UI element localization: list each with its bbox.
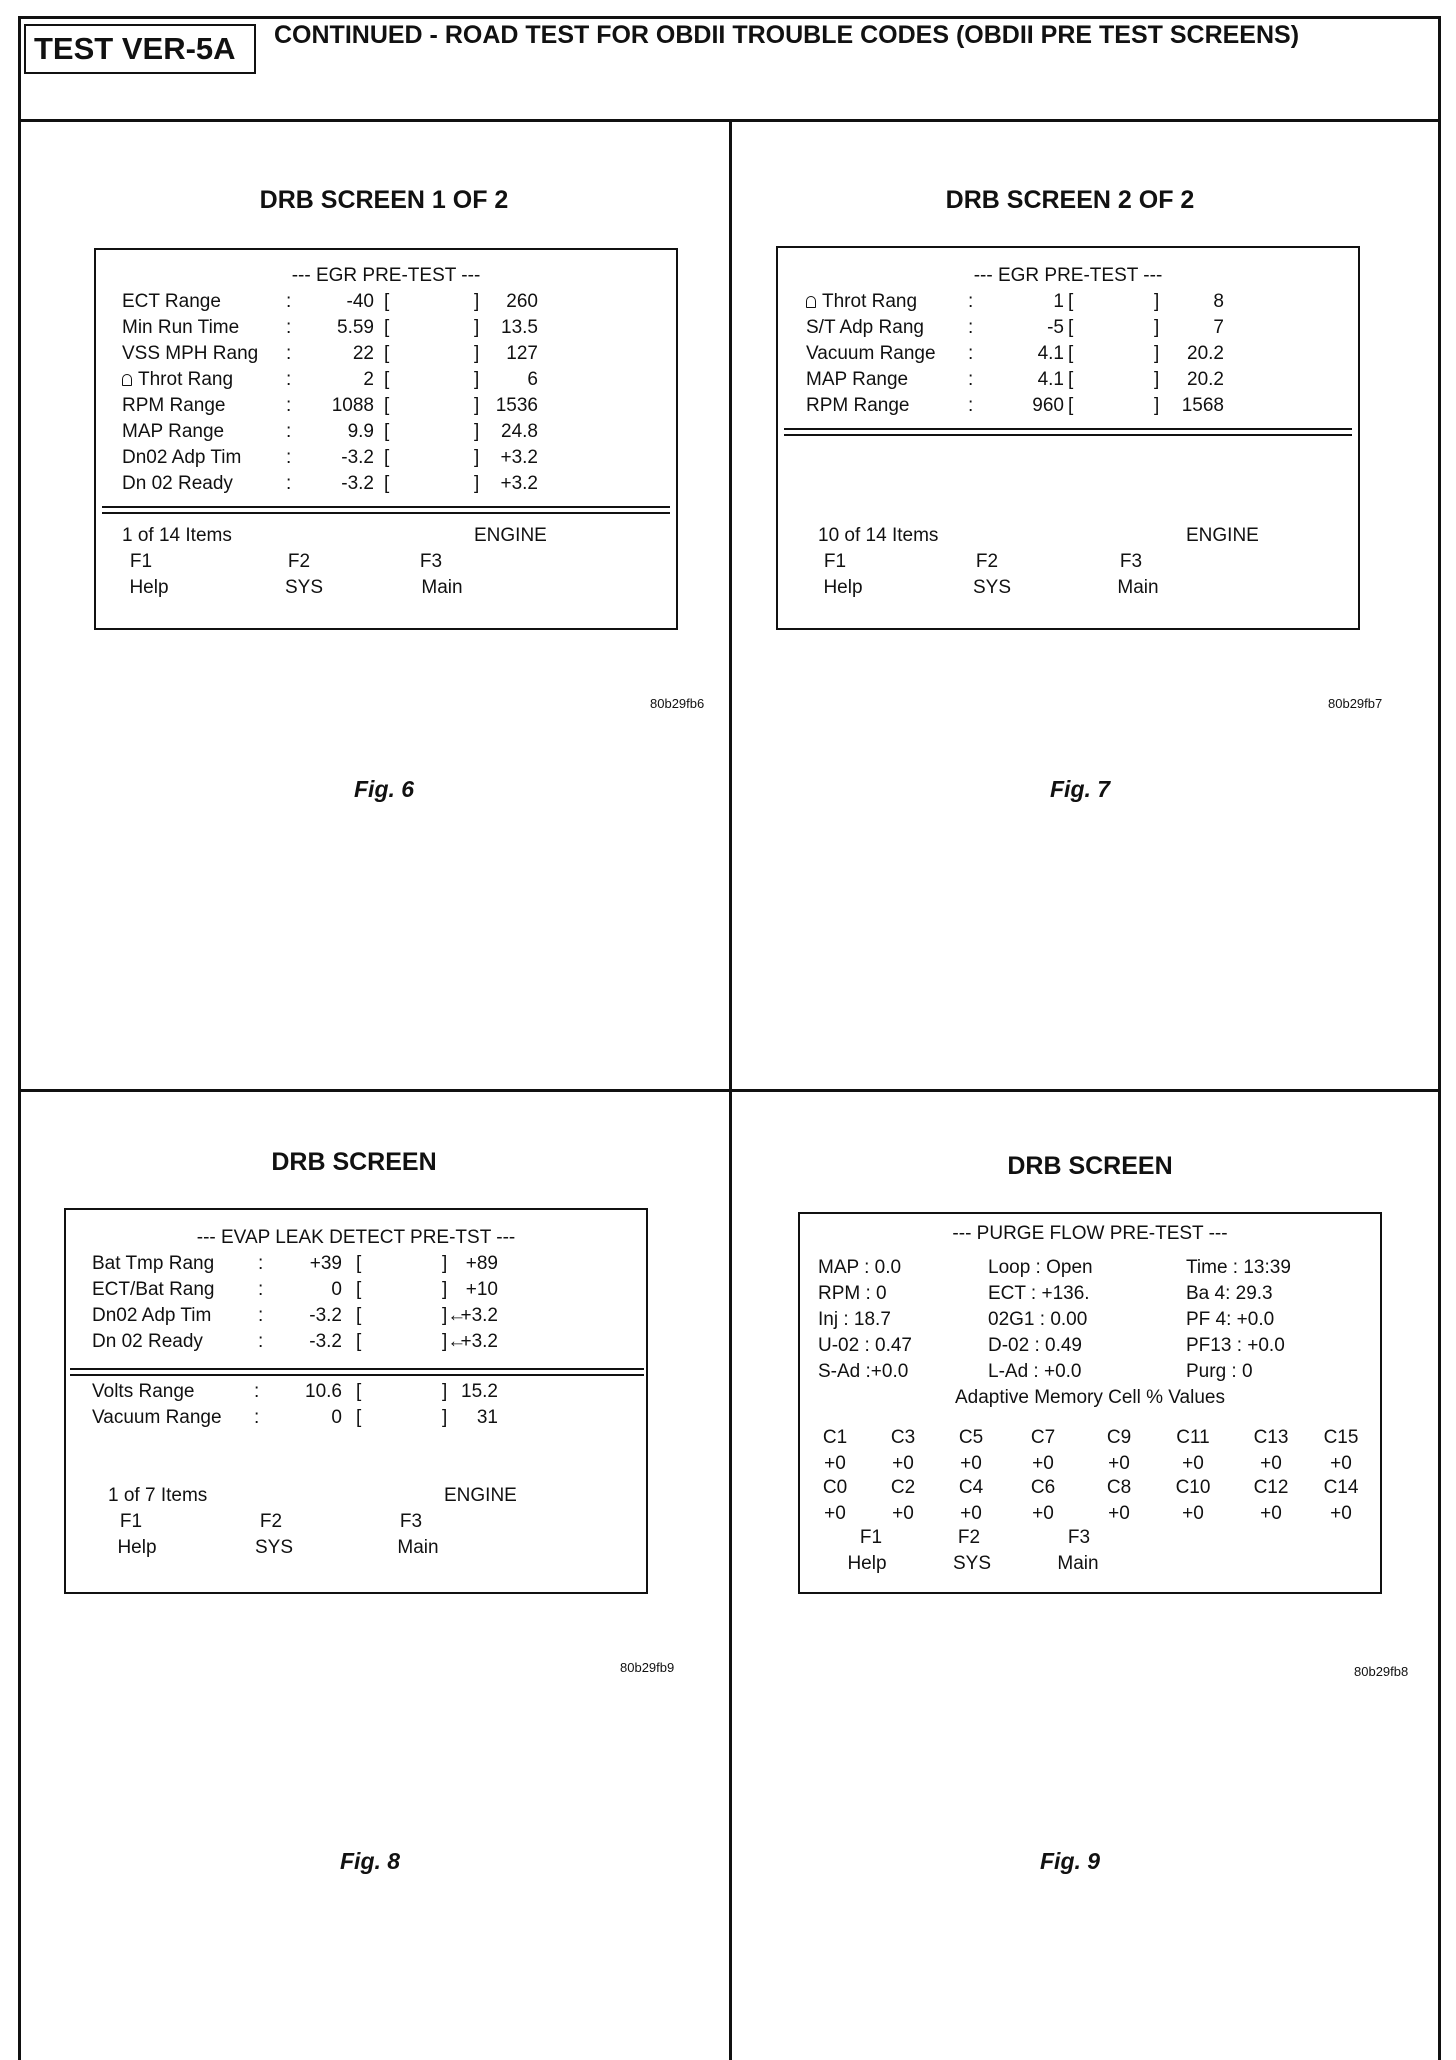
panel4-key-f3: F3 [1067,1527,1091,1548]
panel2-row-label: MAP Range [806,369,909,390]
panel4-data-cell: MAP : 0.0 [818,1257,902,1278]
panel4-cell-value: +0 [1108,1453,1130,1474]
panel4-cell-value: +0 [960,1453,982,1474]
panel1-row-min: 5.59 [337,317,374,338]
frame-top [18,16,1441,19]
panel4-cell-value: +0 [824,1503,846,1524]
panel2-key-f1: F1 [823,551,847,572]
panel1-row-colon: : [286,317,292,338]
panel2-row-label: RPM Range [806,395,910,416]
panel1-row-label: ECT Range [122,291,221,312]
panel4-cell-name: C9 [1106,1427,1132,1448]
panel2-row-colon: : [968,369,974,390]
test-code: TEST VER-5A [24,24,256,74]
panel1-row-colon: : [286,343,292,364]
panel3-row-open-bracket: [ [356,1305,362,1326]
panel4-cells-title: Adaptive Memory Cell % Values [955,1387,1225,1408]
panel4-cell-value: +0 [1260,1503,1282,1524]
panel1-row-min: 22 [352,343,374,364]
panel1-row-colon: : [286,395,292,416]
panel1-row-max: 24.8 [501,421,538,442]
panel3-drb-screen [64,1208,648,1594]
panel1-row-open-bracket: [ [384,447,390,468]
panel1-row-min: -3.2 [341,447,374,468]
panel1-row-colon: : [286,421,292,442]
panel2-row-max: 8 [1213,291,1224,312]
panel1-row-close-bracket: ] [474,473,480,494]
panel3-row-label: ECT/Bat Rang [92,1279,215,1300]
panel1-row-open-bracket: [ [384,317,390,338]
panel1-figure-label: Fig. 6 [354,776,415,802]
panel4-cell-value: +0 [824,1453,846,1474]
panel4-data-cell: 02G1 : 0.00 [988,1309,1088,1330]
panel4-figure-label: Fig. 9 [1040,1848,1101,1874]
panel4-cell-value: +0 [1108,1503,1130,1524]
panel4-cell-value: +0 [1032,1503,1054,1524]
panel3-box-title: --- EVAP LEAK DETECT PRE-TST --- [196,1227,516,1248]
panel4-cell-value: +0 [1032,1453,1054,1474]
panel4-screen-title: DRB SCREEN [1007,1152,1173,1180]
panel2-drb-screen [776,246,1360,630]
panel3-image-code: 80b29fb9 [620,1660,675,1675]
panel1-row-max: 6 [527,369,538,390]
panel3-row-open-bracket: [ [356,1381,362,1402]
panel4-cell-name: C2 [890,1477,916,1498]
panel3-row-max: 15.2 [461,1381,498,1402]
panel3-row-colon: : [258,1331,264,1352]
panel4-box-title: --- PURGE FLOW PRE-TEST --- [952,1223,1228,1244]
panel2-row-label: Throt Rang [806,292,917,312]
panel1-key-f3: F3 [419,551,443,572]
panel2-row-close-bracket: ] [1154,291,1160,312]
panel1-row-label: Min Run Time [122,317,240,338]
panel1-row-close-bracket: ] [474,421,480,442]
panel1-items: 1 of 14 Items [122,525,232,546]
panel1-row-max: 127 [506,343,538,364]
panel2-image-code: 80b29fb7 [1328,696,1383,711]
panel1-row-close-bracket: ] [474,369,480,390]
panel4-data-cell: ECT : +136. [988,1283,1090,1304]
panel1-row-label: RPM Range [122,395,226,416]
panel4-cell-name: C3 [890,1427,916,1448]
panel2-row-max: 20.2 [1187,369,1224,390]
panel1-row-label: Throt Rang [122,370,233,390]
panel1-row-open-bracket: [ [384,291,390,312]
panel3-row-label: Vacuum Range [92,1407,222,1428]
panel2-row-label: S/T Adp Rang [806,317,924,338]
panel2-row-colon: : [968,317,974,338]
panel1-key-f2: F2 [287,551,311,572]
page-title: CONTINUED - ROAD TEST FOR OBDII TROUBLE CODES (OBDII PRE TEST SCREENS) [274,21,1300,49]
panel3-row-colon: : [258,1305,264,1326]
panel2-row-close-bracket: ] [1154,343,1160,364]
panel3-row-close-bracket: ]← [442,1305,467,1326]
panel2-row-open-bracket: [ [1068,317,1074,338]
panel1-row-colon: : [286,291,292,312]
panel3-row-label: Volts Range [92,1381,195,1402]
panel2-key-sys: SYS [972,577,1012,598]
panel4-cell-name: C13 [1253,1427,1289,1448]
panel2-row-colon: : [968,343,974,364]
panel2-key-main: Main [1117,577,1159,598]
panel1-engine: ENGINE [474,525,547,546]
panel3-engine: ENGINE [444,1485,517,1506]
panel1-screen-title: DRB SCREEN 1 OF 2 [259,186,509,214]
panel1-row-max: +3.2 [500,447,538,468]
panel4-cell-name: C14 [1323,1477,1359,1498]
bell-icon [122,374,132,386]
panel3-row-open-bracket: [ [356,1279,362,1300]
bell-icon [806,296,816,308]
panel3-row-close-bracket: ] [442,1381,448,1402]
panel3-key-f1: F1 [119,1511,143,1532]
panel3-row-colon: : [254,1381,260,1402]
panel4-key-f2: F2 [957,1527,981,1548]
panel4-cell-value: +0 [1182,1453,1204,1474]
panel1-row-min: -3.2 [341,473,374,494]
panel4-cell-name: C1 [822,1427,848,1448]
panel1-key-main: Main [421,577,463,598]
panel4-data-cell: D-02 : 0.49 [988,1335,1082,1356]
panel3-row-max: +3.2 [460,1331,498,1352]
panel1-row-max: +3.2 [500,473,538,494]
panel3-figure-label: Fig. 8 [340,1848,401,1874]
panel4-cell-value: +0 [892,1453,914,1474]
panel2-figure-label: Fig. 7 [1050,776,1111,802]
panel3-row-max: 31 [476,1407,498,1428]
panel1-key-help: Help [129,577,169,598]
panel1-separator [102,506,670,514]
panel4-image-code: 80b29fb8 [1354,1664,1409,1679]
panel3-row-close-bracket: ] [442,1407,448,1428]
panel1-row-close-bracket: ] [474,343,480,364]
panel4-data-cell: S-Ad :+0.0 [818,1361,909,1382]
panel3-key-help: Help [117,1537,157,1558]
panel2-row-label: Vacuum Range [806,343,936,364]
panel4-data-cell: PF 4: +0.0 [1186,1309,1275,1330]
vertical-divider [729,119,732,2060]
panel3-row-colon: : [258,1253,264,1274]
panel2-key-f3: F3 [1119,551,1143,572]
panel1-row-min: 1088 [331,395,374,416]
panel3-row-close-bracket: ]← [442,1331,467,1352]
panel2-box-title: --- EGR PRE-TEST --- [973,265,1163,286]
panel3-row-open-bracket: [ [356,1331,362,1352]
panel2-key-f2: F2 [975,551,999,572]
panel3-row-colon: : [258,1279,264,1300]
panel2-row-open-bracket: [ [1068,291,1074,312]
panel4-data-cell: Inj : 18.7 [818,1309,891,1330]
panel2-row-close-bracket: ] [1154,369,1160,390]
panel1-row-min: 2 [363,369,374,390]
frame-left [18,16,21,2060]
panel2-row-min: 4.1 [1037,369,1064,390]
panel4-cell-value: +0 [1330,1503,1352,1524]
panel4-cell-name: C11 [1176,1427,1210,1448]
panel4-key-help: Help [847,1553,887,1574]
panel3-row-max: +89 [465,1253,498,1274]
panel4-cell-name: C10 [1175,1477,1211,1498]
panel4-data-cell: Ba 4: 29.3 [1186,1283,1273,1304]
panel3-row-min: 0 [331,1279,342,1300]
panel1-row-colon: : [286,369,292,390]
panel3-row-close-bracket: ] [442,1253,448,1274]
panel1-row-open-bracket: [ [384,473,390,494]
panel1-row-max: 1536 [495,395,538,416]
panel1-row-colon: : [286,447,292,468]
panel2-screen-title: DRB SCREEN 2 OF 2 [945,186,1195,214]
panel1-row-min: 9.9 [347,421,374,442]
panel4-data-cell: PF13 : +0.0 [1186,1335,1285,1356]
panel4-cell-value: +0 [1182,1503,1204,1524]
panel1-row-label: MAP Range [122,421,225,442]
panel1-row-colon: : [286,473,292,494]
panel3-row-min: +39 [309,1253,342,1274]
panel1-row-close-bracket: ] [474,317,480,338]
panel3-row-colon: : [254,1407,260,1428]
panel1-row-close-bracket: ] [474,395,480,416]
panel2-row-close-bracket: ] [1154,395,1160,416]
panel2-row-min: 1 [1053,291,1064,312]
panel4-cell-name: C7 [1030,1427,1056,1448]
panel3-row-open-bracket: [ [356,1253,362,1274]
panel3-row-open-bracket: [ [356,1407,362,1428]
panel3-key-f2: F2 [259,1511,283,1532]
panel2-row-min: 960 [1032,395,1064,416]
panel4-data-cell: U-02 : 0.47 [818,1335,912,1356]
panel4-data-cell: L-Ad : +0.0 [988,1361,1082,1382]
panel2-row-min: 4.1 [1037,343,1064,364]
panel4-cell-value: +0 [1260,1453,1282,1474]
panel1-row-label: Dn02 Adp Tim [122,447,242,468]
panel1-box-title: --- EGR PRE-TEST --- [291,265,481,286]
panel4-data-cell: RPM : 0 [818,1283,887,1304]
panel3-row-max: +10 [465,1279,498,1300]
panel3-row-min: -3.2 [309,1305,342,1326]
panel1-row-close-bracket: ] [474,447,480,468]
panel2-row-colon: : [968,395,974,416]
panel4-cell-name: C5 [958,1427,984,1448]
panel4-cell-value: +0 [960,1503,982,1524]
panel2-key-help: Help [823,577,863,598]
panel1-key-f1: F1 [129,551,153,572]
panel3-key-f3: F3 [399,1511,423,1532]
panel1-row-max: 260 [506,291,538,312]
panel3-separator [70,1368,644,1376]
panel2-row-close-bracket: ] [1154,317,1160,338]
panel4-cell-name: C6 [1030,1477,1056,1498]
panel2-row-open-bracket: [ [1068,395,1074,416]
panel1-drb-screen [94,248,678,630]
panel2-row-min: -5 [1047,317,1064,338]
panel1-key-sys: SYS [284,577,324,598]
panel3-items: 1 of 7 Items [108,1485,208,1506]
panel2-row-max: 7 [1213,317,1224,338]
panel4-cell-name: C12 [1253,1477,1289,1498]
panel3-screen-title: DRB SCREEN [271,1148,437,1176]
panel4-cell-value: +0 [1330,1453,1352,1474]
panel1-row-label: VSS MPH Rang [122,343,259,364]
panel4-drb-screen [798,1212,1382,1594]
panel2-row-max: 20.2 [1187,343,1224,364]
panel3-key-main: Main [397,1537,439,1558]
panel1-row-open-bracket: [ [384,343,390,364]
panel1-row-label: Dn 02 Ready [122,473,233,494]
panel4-key-f1: F1 [859,1527,883,1548]
panel3-row-label: Bat Tmp Rang [92,1253,215,1274]
panel4-key-main: Main [1057,1553,1099,1574]
panel4-data-cell: Purg : 0 [1186,1361,1253,1382]
panel4-key-sys: SYS [952,1553,992,1574]
panel2-row-open-bracket: [ [1068,369,1074,390]
panel1-row-open-bracket: [ [384,369,390,390]
panel4-data-cell: Loop : Open [988,1257,1093,1278]
panel4-cell-name: C0 [822,1477,848,1498]
panel4-cell-name: C4 [958,1477,984,1498]
panel3-row-label: Dn02 Adp Tim [92,1305,212,1326]
panel2-row-open-bracket: [ [1068,343,1074,364]
panel2-separator [784,428,1352,436]
panel3-row-min: 0 [331,1407,342,1428]
panel3-row-close-bracket: ] [442,1279,448,1300]
panel1-image-code: 80b29fb6 [650,696,705,711]
panel2-row-max: 1568 [1181,395,1224,416]
panel2-row-colon: : [968,291,974,312]
panel3-row-min: 10.6 [305,1381,342,1402]
panel2-engine: ENGINE [1186,525,1259,546]
panel2-items: 10 of 14 Items [818,525,939,546]
panel4-cell-name: C8 [1106,1477,1132,1498]
panel4-cell-name: C15 [1323,1427,1359,1448]
panel1-row-min: -40 [346,291,374,312]
panel1-row-max: 13.5 [501,317,538,338]
panel4-cell-value: +0 [892,1503,914,1524]
panel3-row-min: -3.2 [309,1331,342,1352]
panel1-row-open-bracket: [ [384,421,390,442]
panel1-row-close-bracket: ] [474,291,480,312]
panel3-key-sys: SYS [254,1537,294,1558]
panel4-data-cell: Time : 13:39 [1186,1257,1291,1278]
panel1-row-open-bracket: [ [384,395,390,416]
frame-right [1438,16,1441,2060]
panel3-row-label: Dn 02 Ready [92,1331,203,1352]
panel3-row-max: +3.2 [460,1305,498,1326]
